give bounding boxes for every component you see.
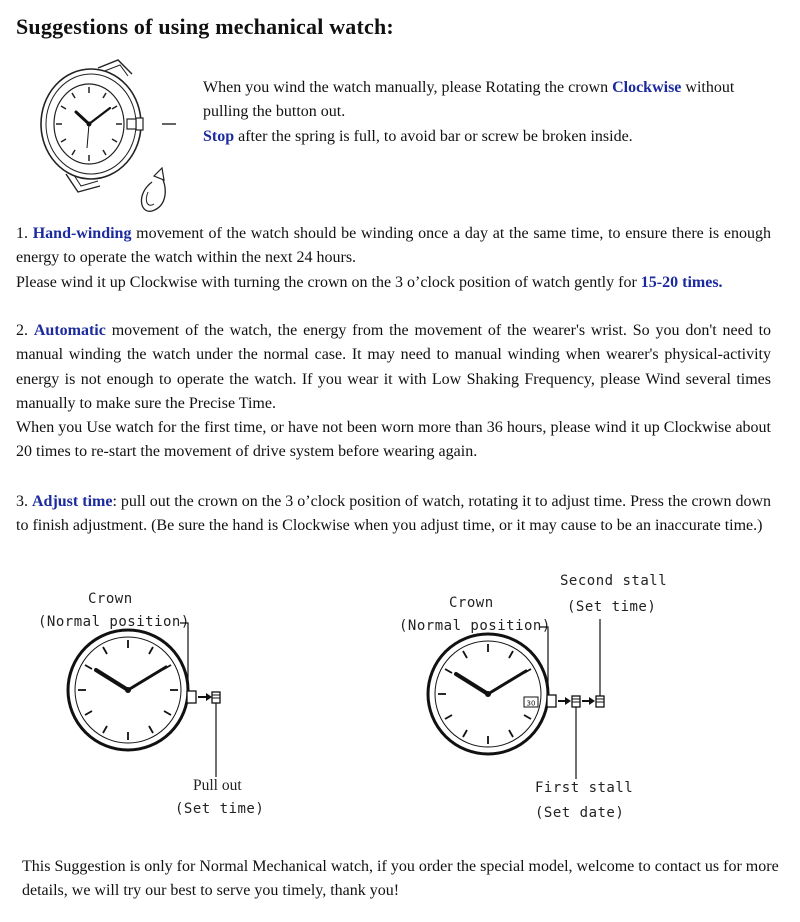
section-text: movement of the watch should be winding once a day at the same time, to ensure there is enough energy to operate the watch within the next 24 hours. — [16, 225, 771, 267]
right-second-stall-label: Second stall — [560, 573, 668, 589]
winding-watch-illustration — [36, 56, 186, 216]
left-set-time-label: (Set time) — [175, 801, 265, 817]
stop-highlight: Stop — [203, 127, 235, 145]
section-text: movement of the watch, the energy from the movement of the wearer's wrist. So you don't need to manual winding the watch under the normal case. It may need to manual winding when wearer's physical-activity energy is not enough to operate the watch. If you wear it with Low Shaking Frequency, please Wind several times manually to make sure the Precise Time. — [16, 322, 772, 412]
adjust-time-highlight: Adjust time — [32, 493, 113, 510]
left-watch-diagram — [60, 615, 240, 785]
section-number: 3. — [16, 493, 32, 510]
automatic-highlight: Automatic — [33, 322, 106, 339]
left-crown-label: Crown — [88, 591, 133, 607]
page-title: Suggestions of using mechanical watch: — [16, 14, 394, 39]
right-set-time-label: (Set time) — [567, 599, 657, 615]
section-automatic — [16, 319, 771, 465]
section-adjust-time — [16, 490, 771, 539]
intro-paragraph — [203, 76, 773, 149]
date-window-value: 30 — [526, 699, 536, 708]
left-normal-position-label: (Normal position) — [38, 614, 190, 630]
clockwise-highlight: Clockwise — [612, 79, 682, 96]
stop-text: after the spring is full, to avoid bar or screw be broken inside. — [234, 127, 633, 145]
section-number: 1. — [16, 225, 33, 242]
section-text: Please wind it up Clockwise with turning the crown on the 3 o’clock position of watch gently for — [16, 273, 641, 291]
footer-note: This Suggestion is only for Normal Mechanical watch, if you order the special model, welcome to contact us for more details, we will try our best to serve you timely, thank you! — [22, 858, 779, 900]
left-pull-out-label: Pull out — [193, 777, 242, 794]
hand-winding-highlight: Hand-winding — [32, 225, 132, 242]
section-hand-winding — [16, 222, 771, 295]
right-watch-diagram — [420, 619, 620, 789]
section-text: When you Use watch for the first time, or have not been worn more than 36 hours, please wind it up Clockwise about 20 times to re-start the movement of drive system before wearing again. — [16, 419, 771, 461]
right-normal-position-label: (Normal position) — [399, 618, 551, 634]
right-crown-label: Crown — [449, 595, 494, 611]
right-set-date-label: (Set date) — [535, 805, 625, 821]
times-highlight: 15-20 times. — [640, 273, 723, 291]
right-first-stall-label: First stall — [535, 780, 634, 796]
intro-text-end: without pulling the button out. — [203, 79, 735, 121]
intro-text: When you wind the watch manually, please Rotating the crown — [203, 79, 613, 96]
section-text: : pull out the crown on the 3 o’clock position of watch, rotating it to adjust time. Press the crown down to finish adjustment. (Be sure the hand is Clockwise when you adjust time, or it may cause to be an inaccurate time.) — [16, 493, 771, 535]
section-number: 2. — [16, 322, 34, 339]
